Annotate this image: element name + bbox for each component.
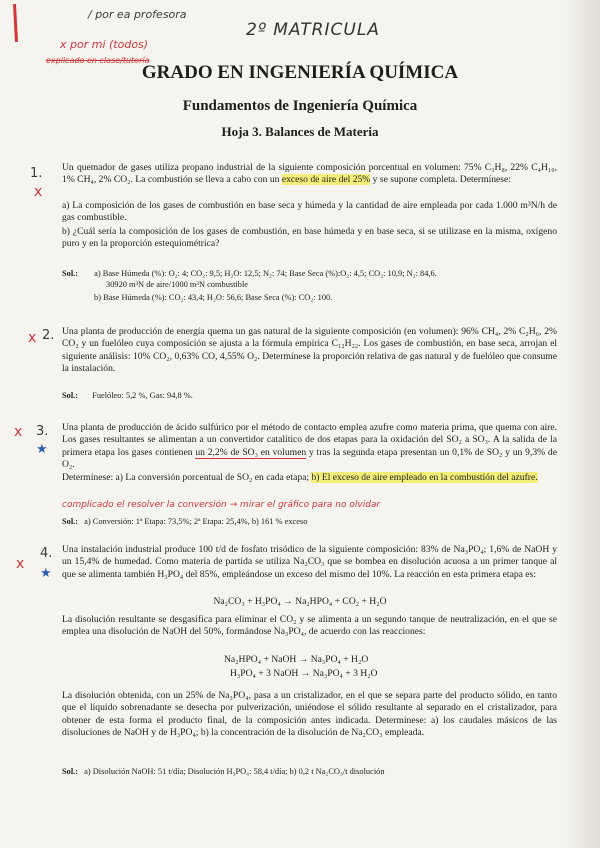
problem-3-statement: Una planta de producción de ácido sulfúrico por el método de contacto emplea azufre como materia prima, que quema con aire. Los gases resultantes se alimentan a un convertidor catalítico de dos etapas para la oxidación del SO₂ a SO₃. A la salida de la primera etapa los gases contienen un 2,2% de SO₃ en volumen y tras la segunda etapa presentan un 0,1% de SO₂ y un 9,3% de O₂.	[62, 422, 557, 471]
degree-title: GRADO EN INGENIERÍA QUÍMICA	[141, 62, 459, 83]
handwritten-note-teacher: / por ea profesora	[88, 8, 187, 21]
problem-1-solution: Sol.: a) Base Húmeda (%): O₂: 4; CO₂: 9,5; H₂O: 12,5; N₂: 74; Base Seca (%):O₂: 4,5; CO₂: 10,9; N₂: 84,6.	[62, 269, 437, 278]
problem-1-solution-b: b) Base Húmeda (%): CO₂: 43,4; H₂O: 56,6; Base Seca (%): CO₂: 100.	[94, 293, 333, 302]
problem-1-x-mark: x	[34, 184, 43, 200]
problem-4-solution: Sol.: a) Disolución NaOH: 51 t/día; Disolución H₃PO₄: 58,4 t/día; b) 0,2 t Na₂CO₃/t disolución	[62, 767, 385, 776]
highlight-excess-air-sulfur: b) El exceso de aire empleado en la combustión del azufre.	[311, 472, 538, 483]
problem-1-item-a: a) La composición de los gases de combustión en base seca y húmeda y la cantidad de aire empleada por cada 1.000 m³N/h de gas combustible.	[62, 200, 557, 224]
problem-4-star-mark: ★	[40, 566, 52, 581]
problem-2-solution: Sol.: Fuelóleo: 5,2 %, Gas: 94,8 %.	[62, 391, 193, 400]
problem-3-x-mark: x	[14, 424, 23, 440]
problem-4-neutralization: La disolución resultante se desgasifica para eliminar el CO₂ y se alimenta a un segundo tanque de neutralización, en el que se emplea una disolución de NaOH del 50%, formándose Na₃PO₄, de acuerdo con las reacciones:	[62, 614, 557, 638]
reaction-1: Na₂CO₃ + H₃PO₄ → Na₂HPO₄ + CO₂ + H₂O	[213, 596, 387, 607]
problem-1-solution-air: 30920 m³N de aire/1000 m³N combustible	[106, 280, 249, 289]
problem-1-number: 1.	[30, 166, 43, 181]
subject-title: Fundamentos de Ingeniería Química	[182, 98, 418, 114]
problem-4-statement: Una instalación industrial produce 100 t/d de fosfato trisódico de la siguiente composición: 83% de Na₃PO₄; 1,6% de NaOH y un 15,4% de humedad. Como materia de partida se utiliza Na₂CO₃ que se bombea en disolución acuosa a un primer tanque al que se alimenta también H₃PO₄ del 85%, empleándose un exceso del mismo del 10%. La reacción en esta primera etapa es:	[62, 544, 557, 580]
problem-3-handwritten-note: complicado el resolver la conversión → mirar el gráfico para no olvidar	[62, 500, 381, 510]
problem-4-crystallizer: La disolución obtenida, con un 25% de Na₃PO₄, pasa a un cristalizador, en el que se separa parte del producto sólido, en tanto que el líquido sobrenadante se desecha por pulverización, uniéndose el sólido resultante al separado en el cristalizador, para obtener de esta forma el producto final, de la composición antes indicada. Determínese: a) los caudales másicos de las disoluciones de NaOH y de H₃PO₄; b) la concentración de la disolución de Na₂CO₃ empleada.	[62, 690, 557, 739]
problem-2-number: 2.	[42, 328, 55, 343]
problem-3-number: 3.	[36, 424, 49, 439]
sheet-title: Hoja 3. Balances de Materia	[221, 124, 379, 139]
problem-3-determine: Determínese: a) La conversión porcentual de SO₂ en cada etapa; b) El exceso de aire empleado en la combustión del azufre.	[62, 472, 538, 483]
problem-3-star-mark: ★	[36, 442, 48, 457]
problem-1-item-b: b) ¿Cuál sería la composición de los gases de combustión, en base húmeda y en base seca, si se utilizase en la misma, oxígeno puro y en la proporción estequiométrica?	[62, 226, 557, 250]
handwritten-matricula: 2º MATRICULA	[246, 20, 380, 40]
handwritten-note-explained: explicado en clase/tutoría	[46, 56, 150, 65]
reaction-3: H₃PO₄ + 3 NaOH → Na₃PO₄ + 3 H₂O	[230, 668, 378, 679]
problem-2-x-mark: x	[28, 330, 37, 346]
problem-4-x-mark: x	[16, 556, 25, 572]
reaction-2: Na₂HPO₄ + NaOH → Na₃PO₄ + H₂O	[224, 654, 369, 665]
red-margin-stroke	[13, 4, 18, 42]
handwritten-note-self: x por mi (todos)	[60, 38, 149, 51]
problem-4-number: 4.	[40, 546, 53, 561]
underline-so3-volume: un 2,2% de SO₃ en volumen	[195, 446, 307, 458]
problem-2-statement: Una planta de producción de energía quema un gas natural de la siguiente composición (en volumen): 96% CH₄, 2% C₂H₆, 2% CO₂ y un fuelóleo cuya composición se ajusta a la fórmula empírica C₁₂H₂₂. Los gases de combustión, en base seca, arrojan el siguiente análisis: 10% CO₂, 0,63% CO, 4,55% O₂. Determínese la proporción relativa de gas natural y de fuelóleo que consume la instalación.	[62, 326, 557, 375]
highlight-excess-air: exceso de aire del 25%	[281, 174, 371, 186]
problem-3-solution: Sol.: a) Conversión: 1ª Etapa: 73,5%; 2ª Etapa: 25,4%, b) 161 % exceso	[62, 517, 308, 526]
problem-1-statement: Un quemador de gases utiliza propano industrial de la siguiente composición porcentual en volumen: 75% C₃H₈, 22% C₄H₁₀, 1% CH₄, 2% CO₂. La combustión se lleva a cabo con un exceso de aire del 25% y se supone completa. Determínese:	[62, 162, 557, 186]
